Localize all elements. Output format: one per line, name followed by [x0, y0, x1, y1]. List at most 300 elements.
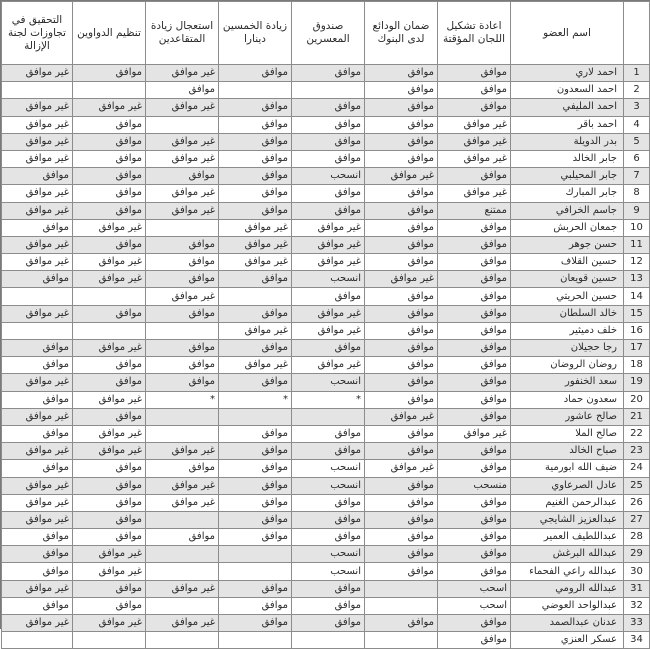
cell-num: 32 [624, 597, 650, 614]
cell-deposit-guarantee: موافق [365, 236, 438, 253]
cell-removal-committee-inquiry: غير موافق [2, 511, 73, 528]
cell-retirees-raise: غير موافق [146, 150, 219, 167]
cell-fifty-dinars-raise: موافق [219, 477, 292, 494]
cell-committees-reshape: موافق [438, 615, 511, 632]
table-row [2, 322, 650, 339]
cell-committees-reshape: موافق [438, 271, 511, 288]
cell-insolvent-fund: غير موافق [292, 305, 365, 322]
cell-deposit-guarantee: موافق [365, 202, 438, 219]
cell-diwaniyas-regulation: موافق [73, 374, 146, 391]
cell-removal-committee-inquiry: غير موافق [2, 408, 73, 425]
cell-num: 3 [624, 99, 650, 116]
cell-member-name: بدر الدويلة [511, 133, 624, 150]
cell-committees-reshape: موافق [438, 305, 511, 322]
cell-member-name: احمد لاري [511, 65, 624, 82]
cell-fifty-dinars-raise: موافق [219, 460, 292, 477]
cell-insolvent-fund: موافق [292, 65, 365, 82]
cell-insolvent-fund: موافق [292, 597, 365, 614]
cell-insolvent-fund: انسحب [292, 168, 365, 185]
cell-fifty-dinars-raise: غير موافق [219, 357, 292, 374]
cell-fifty-dinars-raise: * [219, 391, 292, 408]
cell-num: 19 [624, 374, 650, 391]
table-row [2, 288, 650, 305]
cell-num: 13 [624, 271, 650, 288]
cell-diwaniyas-regulation: موافق [73, 477, 146, 494]
cell-fifty-dinars-raise [219, 82, 292, 99]
cell-removal-committee-inquiry: موافق [2, 168, 73, 185]
cell-num: 17 [624, 340, 650, 357]
cell-diwaniyas-regulation: موافق [73, 305, 146, 322]
cell-committees-reshape: اسحب [438, 580, 511, 597]
cell-insolvent-fund: موافق [292, 494, 365, 511]
cell-num: 29 [624, 546, 650, 563]
cell-removal-committee-inquiry: غير موافق [2, 580, 73, 597]
cell-committees-reshape: غير موافق [438, 425, 511, 442]
cell-num: 21 [624, 408, 650, 425]
cell-committees-reshape: غير موافق [438, 133, 511, 150]
cell-fifty-dinars-raise [219, 563, 292, 580]
cell-insolvent-fund: موافق [292, 99, 365, 116]
cell-committees-reshape: موافق [438, 82, 511, 99]
cell-removal-committee-inquiry: غير موافق [2, 133, 73, 150]
cell-diwaniyas-regulation: موافق [73, 150, 146, 167]
cell-deposit-guarantee: موافق [365, 546, 438, 563]
cell-num: 6 [624, 150, 650, 167]
cell-member-name: حسن جوهر [511, 236, 624, 253]
cell-committees-reshape: موافق [438, 563, 511, 580]
cell-member-name: عبدالله الرومي [511, 580, 624, 597]
cell-member-name: ضيف الله ابورمية [511, 460, 624, 477]
header-committees-reshape: اعادة تشكيل اللجان المؤقتة [438, 2, 511, 65]
table-row [2, 236, 650, 253]
cell-insolvent-fund: غير موافق [292, 254, 365, 271]
cell-deposit-guarantee: موافق [365, 133, 438, 150]
cell-member-name: خلف دميثير [511, 322, 624, 339]
cell-removal-committee-inquiry: موافق [2, 391, 73, 408]
cell-retirees-raise: موافق [146, 374, 219, 391]
table-header [2, 2, 650, 65]
table-row [2, 391, 650, 408]
cell-diwaniyas-regulation: موافق [73, 460, 146, 477]
cell-member-name: سعد الخنفور [511, 374, 624, 391]
cell-removal-committee-inquiry [2, 632, 73, 649]
cell-committees-reshape: غير موافق [438, 185, 511, 202]
cell-deposit-guarantee: موافق [365, 443, 438, 460]
cell-member-name: جمعان الحربش [511, 219, 624, 236]
cell-num: 8 [624, 185, 650, 202]
cell-insolvent-fund: انسحب [292, 271, 365, 288]
cell-insolvent-fund: * [292, 391, 365, 408]
cell-fifty-dinars-raise: غير موافق [219, 322, 292, 339]
cell-num: 30 [624, 563, 650, 580]
table-row [2, 425, 650, 442]
cell-retirees-raise [146, 546, 219, 563]
cell-diwaniyas-regulation: غير موافق [73, 425, 146, 442]
cell-fifty-dinars-raise: غير موافق [219, 219, 292, 236]
cell-retirees-raise [146, 563, 219, 580]
table-row [2, 99, 650, 116]
cell-member-name: سعدون حماد [511, 391, 624, 408]
cell-retirees-raise [146, 116, 219, 133]
cell-member-name: احمد المليفي [511, 99, 624, 116]
cell-fifty-dinars-raise: موافق [219, 374, 292, 391]
cell-insolvent-fund: موافق [292, 133, 365, 150]
cell-insolvent-fund: موافق [292, 529, 365, 546]
cell-fifty-dinars-raise: موافق [219, 340, 292, 357]
cell-insolvent-fund: انسحب [292, 546, 365, 563]
cell-diwaniyas-regulation: غير موافق [73, 563, 146, 580]
cell-committees-reshape: موافق [438, 168, 511, 185]
cell-fifty-dinars-raise [219, 288, 292, 305]
cell-retirees-raise: غير موافق [146, 202, 219, 219]
cell-removal-committee-inquiry: غير موافق [2, 494, 73, 511]
cell-retirees-raise: غير موافق [146, 133, 219, 150]
cell-diwaniyas-regulation: غير موافق [73, 271, 146, 288]
cell-member-name: احمد السعدون [511, 82, 624, 99]
cell-member-name: حسين الحريتي [511, 288, 624, 305]
cell-member-name: جاسم الخرافي [511, 202, 624, 219]
cell-deposit-guarantee: غير موافق [365, 168, 438, 185]
cell-committees-reshape: موافق [438, 340, 511, 357]
cell-diwaniyas-regulation: موافق [73, 580, 146, 597]
cell-deposit-guarantee: موافق [365, 357, 438, 374]
cell-num: 1 [624, 65, 650, 82]
cell-committees-reshape: موافق [438, 546, 511, 563]
cell-retirees-raise: غير موافق [146, 615, 219, 632]
cell-num: 14 [624, 288, 650, 305]
cell-diwaniyas-regulation: موافق [73, 133, 146, 150]
cell-insolvent-fund: انسحب [292, 563, 365, 580]
cell-deposit-guarantee: موافق [365, 477, 438, 494]
cell-retirees-raise [146, 425, 219, 442]
cell-member-name: حسين قويعان [511, 271, 624, 288]
cell-deposit-guarantee: غير موافق [365, 271, 438, 288]
cell-retirees-raise: غير موافق [146, 580, 219, 597]
cell-fifty-dinars-raise: موافق [219, 597, 292, 614]
header-fifty-dinars-raise: زيادة الخمسين دينارا [219, 2, 292, 65]
cell-insolvent-fund: غير موافق [292, 219, 365, 236]
cell-committees-reshape: موافق [438, 529, 511, 546]
table-row [2, 615, 650, 632]
cell-deposit-guarantee: موافق [365, 99, 438, 116]
header-retirees-raise: استعجال زيادة المتقاعدين [146, 2, 219, 65]
cell-diwaniyas-regulation [73, 288, 146, 305]
cell-deposit-guarantee: موافق [365, 305, 438, 322]
table-row [2, 357, 650, 374]
cell-deposit-guarantee: موافق [365, 116, 438, 133]
cell-removal-committee-inquiry: موافق [2, 425, 73, 442]
cell-deposit-guarantee: موافق [365, 322, 438, 339]
cell-deposit-guarantee: غير موافق [365, 460, 438, 477]
cell-deposit-guarantee [365, 632, 438, 649]
cell-committees-reshape: موافق [438, 460, 511, 477]
cell-member-name: روضان الروضان [511, 357, 624, 374]
cell-diwaniyas-regulation: موافق [73, 168, 146, 185]
cell-committees-reshape: موافق [438, 288, 511, 305]
cell-diwaniyas-regulation [73, 632, 146, 649]
cell-num: 7 [624, 168, 650, 185]
cell-num: 16 [624, 322, 650, 339]
cell-committees-reshape: غير موافق [438, 150, 511, 167]
cell-fifty-dinars-raise: موافق [219, 425, 292, 442]
cell-fifty-dinars-raise: موافق [219, 494, 292, 511]
cell-retirees-raise: * [146, 391, 219, 408]
table-row [2, 580, 650, 597]
table-row [2, 477, 650, 494]
cell-retirees-raise: غير موافق [146, 65, 219, 82]
table-row [2, 460, 650, 477]
cell-removal-committee-inquiry: موافق [2, 357, 73, 374]
cell-num: 12 [624, 254, 650, 271]
cell-insolvent-fund: غير موافق [292, 322, 365, 339]
cell-removal-committee-inquiry: غير موافق [2, 150, 73, 167]
cell-num: 23 [624, 443, 650, 460]
cell-fifty-dinars-raise: غير موافق [219, 254, 292, 271]
table-row [2, 408, 650, 425]
cell-insolvent-fund: موافق [292, 116, 365, 133]
cell-committees-reshape: موافق [438, 391, 511, 408]
cell-diwaniyas-regulation: موافق [73, 236, 146, 253]
cell-retirees-raise [146, 511, 219, 528]
cell-committees-reshape: غير موافق [438, 116, 511, 133]
cell-insolvent-fund: انسحب [292, 477, 365, 494]
cell-insolvent-fund [292, 632, 365, 649]
cell-fifty-dinars-raise: موافق [219, 305, 292, 322]
cell-removal-committee-inquiry [2, 82, 73, 99]
table-row [2, 443, 650, 460]
cell-retirees-raise: موافق [146, 254, 219, 271]
cell-member-name: عبدالرحمن الغنيم [511, 494, 624, 511]
table-row [2, 219, 650, 236]
table-row [2, 65, 650, 82]
vote-table [1, 1, 650, 649]
cell-diwaniyas-regulation: موافق [73, 357, 146, 374]
cell-removal-committee-inquiry: غير موافق [2, 65, 73, 82]
cell-deposit-guarantee: موافق [365, 391, 438, 408]
cell-fifty-dinars-raise [219, 408, 292, 425]
cell-retirees-raise: موافق [146, 236, 219, 253]
cell-member-name: جابر المحيلبي [511, 168, 624, 185]
cell-committees-reshape: موافق [438, 65, 511, 82]
cell-num: 27 [624, 511, 650, 528]
table-row [2, 150, 650, 167]
cell-removal-committee-inquiry: غير موافق [2, 254, 73, 271]
cell-retirees-raise [146, 597, 219, 614]
cell-committees-reshape: موافق [438, 443, 511, 460]
cell-removal-committee-inquiry: موافق [2, 460, 73, 477]
cell-removal-committee-inquiry: غير موافق [2, 185, 73, 202]
cell-diwaniyas-regulation: غير موافق [73, 443, 146, 460]
cell-member-name: صالح عاشور [511, 408, 624, 425]
cell-committees-reshape: موافق [438, 511, 511, 528]
cell-deposit-guarantee: موافق [365, 288, 438, 305]
table-row [2, 168, 650, 185]
cell-retirees-raise: غير موافق [146, 185, 219, 202]
cell-removal-committee-inquiry: غير موافق [2, 615, 73, 632]
cell-member-name: عبدالواحد العوضي [511, 597, 624, 614]
table-row [2, 597, 650, 614]
header-diwaniyas-regulation: تنظيم الدواوين [73, 2, 146, 65]
cell-retirees-raise: غير موافق [146, 99, 219, 116]
cell-diwaniyas-regulation: غير موافق [73, 254, 146, 271]
cell-retirees-raise: موافق [146, 340, 219, 357]
cell-diwaniyas-regulation: غير موافق [73, 615, 146, 632]
cell-member-name: جابر الخالد [511, 150, 624, 167]
table-row [2, 494, 650, 511]
cell-retirees-raise: غير موافق [146, 494, 219, 511]
cell-removal-committee-inquiry: غير موافق [2, 116, 73, 133]
cell-num: 4 [624, 116, 650, 133]
cell-removal-committee-inquiry: موافق [2, 340, 73, 357]
cell-insolvent-fund: موافق [292, 511, 365, 528]
cell-insolvent-fund: موافق [292, 615, 365, 632]
cell-retirees-raise: غير موافق [146, 477, 219, 494]
cell-num: 10 [624, 219, 650, 236]
cell-diwaniyas-regulation: موافق [73, 529, 146, 546]
cell-deposit-guarantee: موافق [365, 511, 438, 528]
cell-diwaniyas-regulation: موافق [73, 597, 146, 614]
cell-fifty-dinars-raise: موافق [219, 271, 292, 288]
cell-removal-committee-inquiry: موافق [2, 563, 73, 580]
table-row [2, 632, 650, 649]
cell-retirees-raise: موافق [146, 168, 219, 185]
cell-insolvent-fund: موافق [292, 425, 365, 442]
header-row [2, 2, 650, 65]
cell-deposit-guarantee: موافق [365, 65, 438, 82]
table-row [2, 133, 650, 150]
header-insolvent-fund: صندوق المعسرين [292, 2, 365, 65]
cell-insolvent-fund: موافق [292, 150, 365, 167]
table-row [2, 563, 650, 580]
cell-diwaniyas-regulation: غير موافق [73, 99, 146, 116]
cell-deposit-guarantee: موافق [365, 494, 438, 511]
cell-insolvent-fund: موافق [292, 340, 365, 357]
cell-removal-committee-inquiry: غير موافق [2, 202, 73, 219]
cell-retirees-raise: غير موافق [146, 443, 219, 460]
cell-member-name: عادل الصرعاوي [511, 477, 624, 494]
cell-num: 22 [624, 425, 650, 442]
cell-diwaniyas-regulation: موافق [73, 185, 146, 202]
cell-fifty-dinars-raise: موافق [219, 168, 292, 185]
cell-committees-reshape: موافق [438, 632, 511, 649]
cell-deposit-guarantee: غير موافق [365, 408, 438, 425]
cell-fifty-dinars-raise: موافق [219, 185, 292, 202]
cell-fifty-dinars-raise: موافق [219, 150, 292, 167]
cell-retirees-raise [146, 408, 219, 425]
cell-insolvent-fund: انسحب [292, 460, 365, 477]
cell-num: 5 [624, 133, 650, 150]
cell-diwaniyas-regulation [73, 322, 146, 339]
cell-retirees-raise: غير موافق [146, 288, 219, 305]
cell-member-name: حسين القلاف [511, 254, 624, 271]
cell-committees-reshape: موافق [438, 322, 511, 339]
cell-deposit-guarantee [365, 580, 438, 597]
cell-fifty-dinars-raise: موافق [219, 529, 292, 546]
table-row [2, 374, 650, 391]
cell-fifty-dinars-raise: موافق [219, 99, 292, 116]
cell-deposit-guarantee: موافق [365, 150, 438, 167]
cell-diwaniyas-regulation: موافق [73, 494, 146, 511]
cell-deposit-guarantee: موافق [365, 185, 438, 202]
header-deposit-guarantee: ضمان الودائع لدى البنوك [365, 2, 438, 65]
cell-num: 25 [624, 477, 650, 494]
cell-retirees-raise [146, 632, 219, 649]
cell-member-name: جابر المبارك [511, 185, 624, 202]
table-row [2, 546, 650, 563]
cell-member-name: عدنان عبدالصمد [511, 615, 624, 632]
cell-member-name: عبدالعزيز الشايجي [511, 511, 624, 528]
cell-num: 11 [624, 236, 650, 253]
cell-diwaniyas-regulation [73, 82, 146, 99]
cell-insolvent-fund: موافق [292, 185, 365, 202]
cell-committees-reshape: منسحب [438, 477, 511, 494]
cell-diwaniyas-regulation: غير موافق [73, 546, 146, 563]
cell-diwaniyas-regulation: موافق [73, 408, 146, 425]
cell-insolvent-fund: موافق [292, 580, 365, 597]
cell-num: 33 [624, 615, 650, 632]
cell-insolvent-fund: غير موافق [292, 236, 365, 253]
cell-fifty-dinars-raise: موافق [219, 133, 292, 150]
cell-deposit-guarantee: موافق [365, 425, 438, 442]
cell-retirees-raise: موافق [146, 529, 219, 546]
cell-num: 15 [624, 305, 650, 322]
header-member-name: اسم العضو [511, 2, 624, 65]
cell-insolvent-fund: موافق [292, 202, 365, 219]
cell-deposit-guarantee: موافق [365, 340, 438, 357]
cell-retirees-raise [146, 219, 219, 236]
cell-insolvent-fund: انسحب [292, 374, 365, 391]
table-row [2, 82, 650, 99]
cell-fifty-dinars-raise [219, 632, 292, 649]
cell-num: 9 [624, 202, 650, 219]
cell-removal-committee-inquiry: غير موافق [2, 374, 73, 391]
cell-removal-committee-inquiry: غير موافق [2, 443, 73, 460]
cell-removal-committee-inquiry [2, 288, 73, 305]
cell-removal-committee-inquiry: غير موافق [2, 477, 73, 494]
cell-retirees-raise: موافق [146, 82, 219, 99]
header-num [624, 2, 650, 65]
cell-committees-reshape: موافق [438, 99, 511, 116]
cell-num: 2 [624, 82, 650, 99]
table-row [2, 511, 650, 528]
cell-member-name: عبداللطيف العمير [511, 529, 624, 546]
cell-member-name: خالد السلطان [511, 305, 624, 322]
cell-removal-committee-inquiry: موافق [2, 271, 73, 288]
cell-member-name: احمد باقر [511, 116, 624, 133]
cell-fifty-dinars-raise: موافق [219, 116, 292, 133]
table-row [2, 185, 650, 202]
cell-committees-reshape: اسحب [438, 597, 511, 614]
cell-fifty-dinars-raise: موافق [219, 443, 292, 460]
cell-member-name: صالح الملا [511, 425, 624, 442]
cell-retirees-raise [146, 322, 219, 339]
table-row [2, 305, 650, 322]
cell-num: 26 [624, 494, 650, 511]
table-body [2, 65, 650, 649]
cell-fifty-dinars-raise: غير موافق [219, 236, 292, 253]
cell-diwaniyas-regulation: غير موافق [73, 219, 146, 236]
cell-fifty-dinars-raise [219, 546, 292, 563]
cell-insolvent-fund [292, 82, 365, 99]
cell-committees-reshape: موافق [438, 494, 511, 511]
cell-removal-committee-inquiry: موافق [2, 597, 73, 614]
cell-removal-committee-inquiry: موافق [2, 219, 73, 236]
cell-fifty-dinars-raise: موافق [219, 65, 292, 82]
cell-removal-committee-inquiry: موافق [2, 529, 73, 546]
table-row [2, 271, 650, 288]
cell-removal-committee-inquiry: غير موافق [2, 99, 73, 116]
cell-deposit-guarantee [365, 597, 438, 614]
